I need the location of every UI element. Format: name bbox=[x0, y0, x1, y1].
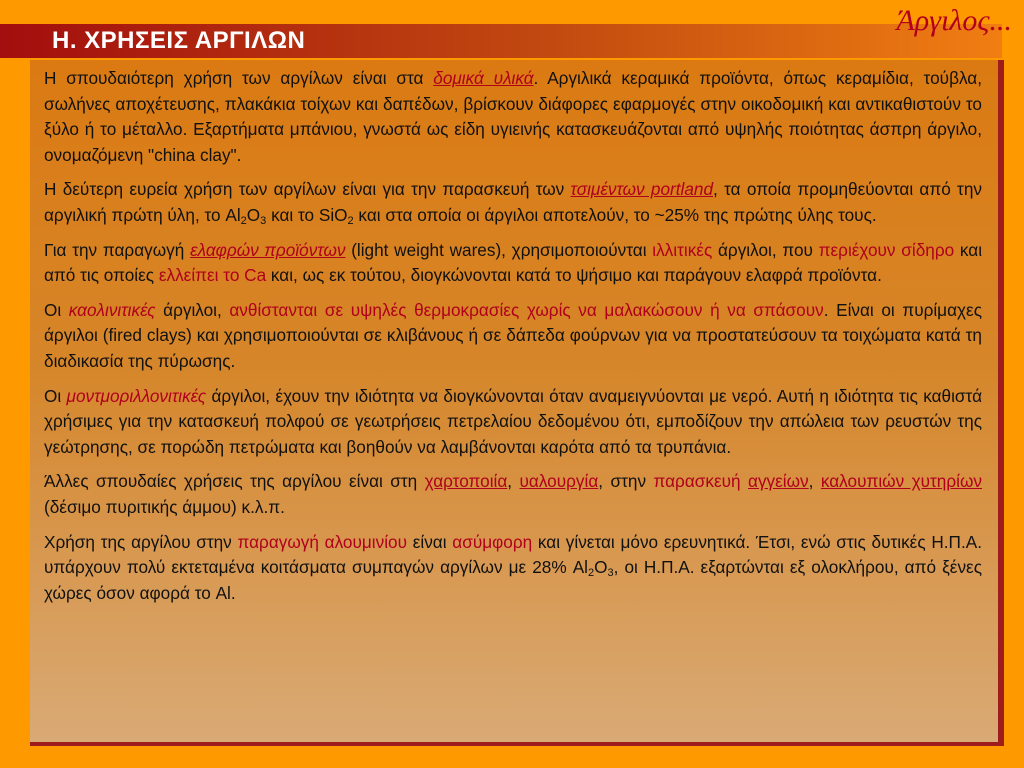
highlight-uneconomic: ασύμφορη bbox=[452, 531, 533, 552]
text: . Είναι οι πυρίμαχες άργιλοι (fired clays) και χρησιμοποιούνται σε κλιβάνους ή σε δάπεδα φούρνων για να προστατεύσουν τα τοιχώματα κατά τη διαδικασία της πύρωσης. bbox=[44, 299, 982, 371]
highlight-aluminium-production: παραγωγή αλουμινίου bbox=[237, 531, 407, 552]
paragraph-cement bbox=[44, 177, 982, 228]
slide-title: Η. ΧΡΗΣΕΙΣ ΑΡΓΙΛΩΝ bbox=[52, 27, 306, 54]
paragraph-light-wares bbox=[44, 238, 982, 289]
highlight-no-ca: ελλείπει το Ca bbox=[158, 265, 267, 286]
subscript: 2 bbox=[240, 214, 247, 227]
text: είναι bbox=[406, 531, 453, 552]
highlight-illitic: ιλλιτικές bbox=[652, 239, 713, 260]
text: άργιλοι, που bbox=[712, 239, 819, 260]
highlight-montmorillonitic: μοντμοριλλονιτικές bbox=[66, 385, 207, 406]
text: , οι Η.Π.Α. εξαρτώνται εξ ολοκλήρου, από ξένες χώρες όσον αφορά το Al. bbox=[44, 557, 982, 603]
logo-text: Άργιλος... bbox=[896, 4, 1012, 37]
paragraph-kaolinitic bbox=[44, 298, 982, 375]
highlight-iron: περιέχουν σίδηρο bbox=[818, 239, 955, 260]
text: Η σπουδαιότερη χρήση των αργίλων είναι στα bbox=[44, 68, 434, 88]
paragraph-building-materials bbox=[44, 66, 982, 168]
link-light-products[interactable]: ελαφρών προϊόντων bbox=[190, 239, 346, 260]
subscript: 3 bbox=[607, 567, 614, 580]
text: Άλλες σπουδαίες χρήσεις της αργίλου είναι στη bbox=[44, 471, 425, 492]
link-foundry-molds[interactable]: καλουπιών χυτηρίων bbox=[820, 471, 982, 492]
link-portland-cement[interactable]: τσιμέντων portland bbox=[570, 179, 714, 200]
link-vessels[interactable]: αγγείων bbox=[748, 471, 809, 492]
text: , bbox=[808, 471, 821, 492]
paragraph-aluminium bbox=[44, 530, 982, 607]
text: και, ως εκ τούτου, διογκώνονται κατά το ψήσιμο και παράγουν ελαφρά προϊόντα. bbox=[266, 265, 882, 286]
text: άργιλοι, έχουν την ιδιότητα να διογκώνονται όταν αναμειγνύονται με νερό. Αυτή η ιδιότητα τις καθιστά χρήσιμες για την κατασκευή πολφού σε γεωτρήσεις πετρελαίου δεδομένου ότι, εμποδίζουν την απώλεια των ρευστών της γεώτρησης, σε πορώδη πετρώματα και βοηθούν να λαμβάνονται καρότα από τα τρυπάνια. bbox=[44, 385, 983, 457]
text: , bbox=[507, 471, 520, 492]
subscript: 3 bbox=[260, 214, 267, 227]
link-paper-making[interactable]: χαρτοποιία bbox=[424, 471, 508, 492]
highlight-manufacture: παρασκευή bbox=[653, 471, 741, 492]
content-body bbox=[44, 66, 982, 615]
text: Οι bbox=[44, 385, 67, 406]
highlight-kaolinitic: καολινιτικές bbox=[68, 299, 156, 320]
text: και το SiO bbox=[266, 204, 348, 225]
text: και στα οποία οι άργιλοι αποτελούν, το ~25% της πρώτης ύλης τους. bbox=[353, 204, 877, 225]
subscript: 2 bbox=[587, 567, 595, 580]
text: και γίνεται μόνο ερευνητικά. Έτσι, ενώ στις δυτικές Η.Π.Α. υπάρχουν πολύ εκτεταμένα κοιτάσματα συμπαγών αργίλων με 28% Al bbox=[44, 531, 982, 578]
paragraph-other-uses bbox=[44, 469, 982, 520]
text: (δέσιμο πυριτικής άμμου) κ.λ.π. bbox=[44, 496, 285, 517]
text: Για την παραγωγή bbox=[44, 239, 191, 260]
panel-border bbox=[30, 742, 1004, 746]
text: Η δεύτερη ευρεία χρήση των αργίλων είναι για την παρασκευή των bbox=[44, 179, 571, 200]
text bbox=[741, 471, 748, 491]
text: και από τις οποίες bbox=[44, 239, 983, 286]
paragraph-montmorillonitic bbox=[44, 384, 982, 461]
text: . Αργιλικά κεραμικά προϊόντα, όπως κεραμίδια, τούβλα, σωλήνες αποχέτευσης, πλακάκια τοίχων και δαπέδων, βρίσκουν διάφορες εφαρμογές στην οικοδομική και αντικαθιστούν το ξύλο ή το μέταλλο. Εξαρτήματα μπάνιου, γνωστά ως είδη υγιεινής κατασκευάζονται από υψηλής ποιότητας άσπρη άργιλο, ονομαζόμενη "china clay". bbox=[44, 68, 982, 165]
text: , τα οποία προμηθεύονται από την αργιλική πρώτη ύλη, το Al bbox=[44, 179, 983, 225]
text: O bbox=[594, 557, 608, 578]
text: (light weight wares), χρησιμοποιούνται bbox=[345, 239, 653, 260]
text: Χρήση της αργίλου στην bbox=[44, 531, 238, 552]
subscript: 2 bbox=[347, 214, 354, 227]
text: , στην bbox=[598, 471, 654, 492]
highlight-heat-resistant: ανθίστανται σε υψηλές θερμοκρασίες χωρίς να μαλακώσουν ή να σπάσουν bbox=[229, 299, 824, 320]
link-building-materials[interactable]: δομικά υλικά bbox=[433, 68, 534, 88]
text: άργιλοι, bbox=[155, 299, 230, 320]
text: O bbox=[246, 204, 261, 225]
text: Οι bbox=[44, 299, 69, 320]
link-glass-making[interactable]: υαλουργία bbox=[519, 471, 599, 492]
